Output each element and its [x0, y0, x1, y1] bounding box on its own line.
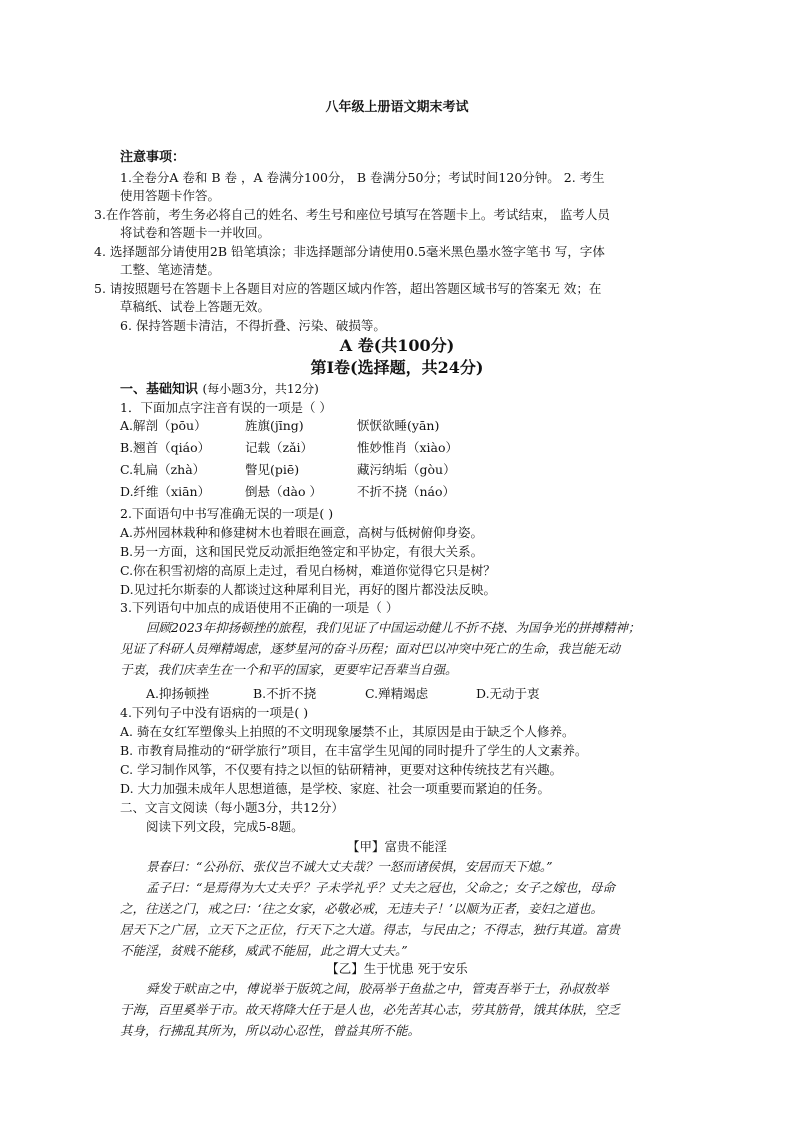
passage-jia-line: 不能淫，贫贱不能移，威武不能屈，此之谓大丈夫。” [120, 943, 408, 958]
q3-option: C.殚精竭虑 [365, 686, 429, 701]
q4-stem: 4.下列句子中没有语病的一项是( ) [120, 705, 309, 720]
q3-passage-line: 回顾2023年抑扬顿挫的旅程，我们见证了中国运动健儿不折不挠、为国争光的拼搏精神； [146, 620, 641, 635]
q3-passage-line: 于衷，我们庆幸生在一个和平的国家，更要牢记吾辈当自强。 [120, 662, 458, 677]
passage-jia-line: 之，往送之门，戒之曰：‘往之女家，必敬必戒，无违夫子！’以顺为正者，妾妇之道也。 [120, 901, 603, 916]
section1-heading [120, 381, 319, 398]
q1-stem: 1．下面加点字注音有误的一项是（ ） [120, 400, 332, 415]
q4-option: B. 市教育局推动的“研学旅行”项目，在丰富学生见闻的同时提升了学生的人文素养。 [120, 743, 588, 758]
q2-option: D.见过托尔斯泰的人都谈过这种犀利目光，再好的图片都没法反映。 [120, 582, 497, 597]
notice-heading: 注意事项： [120, 150, 186, 165]
passage-yi-line: 舜发于畎亩之中，傅说举于版筑之间，胶鬲举于鱼盐之中，管夷吾举于士，孙叔敖举 [146, 981, 609, 996]
passage-jia-title: 【甲】富贵不能淫 [346, 839, 447, 854]
q1-option: 旌旗(jīng) [245, 418, 304, 433]
notice-line: 5. 请按照题号在答题卡上各题目对应的答题区域内作答，超出答题区域书写的答案无 效；在 [94, 281, 602, 296]
q1-option: 瞥见(piē) [245, 462, 300, 477]
passage-jia-line: 居天下之广居，立天下之正位，行天下之大道。得志，与民由之；不得志，独行其道。富贵 [120, 922, 621, 937]
q4-option: A. 骑在女红军塑像头上拍照的不文明现象屡禁不止，其原因是由于缺乏个人修养。 [120, 724, 575, 739]
q3-option: A.抑扬顿挫 [146, 686, 210, 701]
section2-heading: 二、文言文阅读（每小题3分，共12分） [120, 800, 344, 815]
q1-option: 记载（zǎi） [245, 440, 314, 455]
notice-line: 1.全卷分A 卷和 B 卷 ，A 卷满分100分， B 卷满分50分；考试时间120分钟。 2. 考生 [120, 170, 605, 185]
notice-line: 4. 选择题部分请使用2B 铅笔填涂；非选择题部分请使用0.5毫米黑色墨水签字笔书 写，字体 [94, 244, 605, 259]
section1-title: 一、基础知识 [120, 382, 199, 397]
q3-stem: 3.下列语句中加点的成语使用不正确的一项是（ ） [120, 600, 399, 615]
q3-passage-line: 见证了科研人员殚精竭虑，逐梦星河的奋斗历程；面对巴以冲突中死亡的生命，我岂能无动 [120, 641, 621, 656]
passage-yi-line: 其身，行拂乱其所为，所以动心忍性，曾益其所不能。 [120, 1023, 421, 1038]
passage-yi-title: 【乙】生于忧患 死于安乐 [326, 961, 468, 976]
passage-yi-line: 于海，百里奚举于市。故天将降大任于是人也，必先苦其心志，劳其筋骨，饿其体肤，空乏 [120, 1002, 621, 1017]
q2-option: A.苏州园林栽种和修建树木也着眼在画意，高树与低树俯仰身姿。 [120, 525, 484, 540]
passage-jia-line: 孟子曰：“是焉得为大丈夫乎？子未学礼乎？丈夫之冠也，父命之；女子之嫁也，母命 [146, 880, 615, 895]
notice-line: 使用答题卡作答。 [120, 188, 221, 203]
q1-option: 藏污纳垢（gòu） [357, 462, 456, 477]
q1-option: A.解剖（pōu） [120, 418, 207, 433]
exam-title: 八年级上册语文期末考试 [325, 100, 469, 115]
q1-option: 惟妙惟肖（xiào） [357, 440, 459, 455]
notice-line: 将试卷和答题卡一并收回。 [120, 225, 271, 240]
notice-line: 6. 保持答题卡清洁，不得折叠、污染、破损等。 [120, 318, 386, 333]
notice-line: 草稿纸、试卷上答题无效。 [120, 299, 271, 314]
notice-line: 3.在作答前，考生务必将自己的姓名、考生号和座位号填写在答题卡上。考试结束， 监考人员 [94, 207, 610, 222]
section1-score: (每小题3分，共12分) [202, 382, 319, 396]
q1-option: D.纤维（xiān） [120, 484, 211, 499]
q1-option: 不折不挠（náo） [357, 484, 456, 499]
q4-option: D. 大力加强未成年人思想道德，是学校、家庭、社会一项重要而紧迫的任务。 [120, 781, 551, 796]
q4-option: C. 学习制作风筝，不仅要有持之以恒的钻研精神，更要对这种传统技艺有兴趣。 [120, 762, 563, 777]
q2-option: B.另一方面，这和国民党反动派拒绝签定和平协定，有很大关系。 [120, 544, 484, 559]
passage-jia-line: 景春曰：“公孙衍、张仪岂不诚大丈夫哉？一怒而诸侯惧，安居而天下熄。” [146, 859, 553, 874]
notice-line: 工整、笔迹清楚。 [120, 262, 221, 277]
q2-option: C.你在积雪初熔的高原上走过，看见白杨树，难道你觉得它只是树？ [120, 563, 496, 578]
q3-option: D.无动于衷 [476, 686, 540, 701]
part-one-heading: 第Ⅰ卷(选择题，共24分) [310, 358, 484, 377]
section2-instruction: 阅读下列文段，完成5-8题。 [146, 819, 304, 834]
volume-a-heading: A 卷(共100分) [339, 336, 455, 355]
q3-option: B.不折不挠 [253, 686, 317, 701]
q2-stem: 2.下面语句中书写准确无误的一项是( ) [120, 506, 334, 521]
q1-option: 恹恹欲睡(yān) [357, 418, 440, 433]
q1-option: 倒悬（dào ） [245, 484, 322, 499]
q1-option: B.翘首（qiáo） [120, 440, 211, 455]
q1-option: C.轧扁（zhà） [120, 462, 206, 477]
